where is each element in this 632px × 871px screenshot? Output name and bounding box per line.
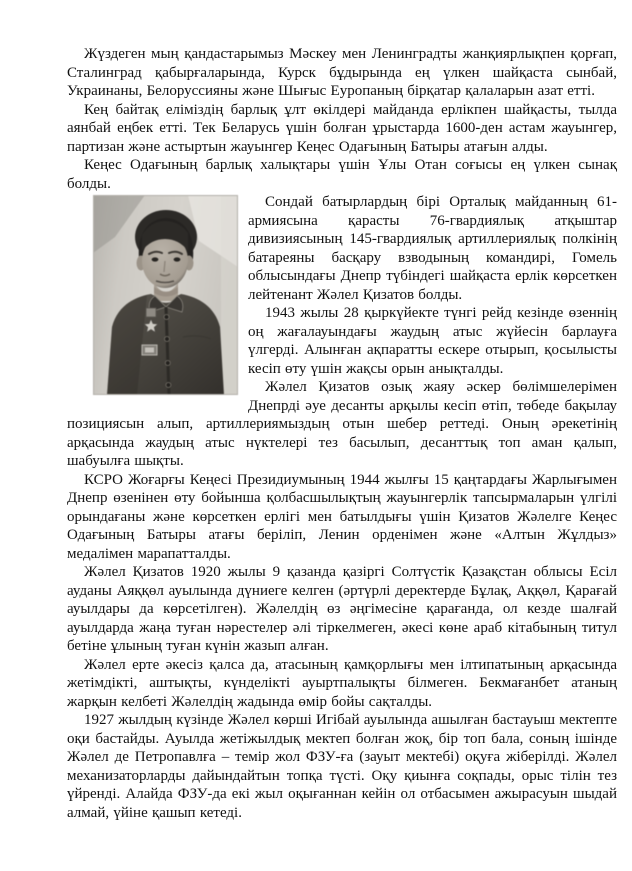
paragraph: Кеңес Одағының барлық халықтары үшін Ұлы Отан соғысы ең үлкен сынақ болды. [67,157,617,192]
portrait-photo [93,195,238,395]
paragraph: Жәлел Қизатов 1920 жылы 9 қазанда қазіргі Солтүстік Қазақстан облысы Есіл ауданы Аяққөл ауылында дүниеге келген (әртүрлі деректерде Бұлақ, Аққөл, Қарағай ауылдары да көрсетілген). Жәлелдің өз әңгімесіне қарағанда, ол кезде шалғай ауылдарда жаңа туған нәрестелер әлі тіркелмеген, әкесі көне араб кітабының титул бетіне ұлының туған күнін жазып алған. [67,564,617,654]
paragraph: 1943 жылы 28 қыркүйекте түнгі рейд кезінде өзеннің оң жағалауындағы жаудың атыс жүйесін барлауға үлгерді. Алынған ақпаратты ескере отырып, қосылысты кесіп өту үшін жақсы орын анықталды. [248,305,617,377]
paragraph: Сондай батырлардың бірі Орталық майданның 61-армиясына қарасты 76-гвардиялық атқыштар дивизиясының 145-гвардиялық артиллериялық полкінің батареяны басқару взводының командирі, Гомель облысындағы Днепр түбіндегі шайқаста ерлік көрсеткен лейтенант Жәлел Қизатов болды. [248,194,617,303]
text-block [67,45,617,822]
paragraph: 1927 жылдың күзінде Жәлел көрші Игібай ауылында ашылған бастауыш мектепте оқи бастайды. Ауылда жетіжылдық мектеп болған жоқ, бір топ бала, соның ішінде Жәлел де Петропавлға – темір жол ФЗУ-ға (зауыт мектебі) оқуға жіберілді. Жәлел механизаторларды дайындайтын топқа түсті. Оқу қиынға соқпады, орыс тілін тез үйренді. Алайда ФЗУ-да екі жыл оқығаннан кейін ол отбасымен ажырасуын шыдай алмай, үйіне қашып кетеді. [67,712,617,821]
paragraph: Жәлел Қизатов озық жаяу әскер бөлімшелерімен Днепрді әуе десанты арқылы кесіп өтіп, төбеде бақылау позициясын алып, артиллериямыздың отын шебер реттеді. Оның әрекетінің арқасында жаудың атыс нүктелері тез басылып, десанттық топ аман қалып, шабуылға шықты. [67,379,617,469]
paragraph: Кең байтақ еліміздің барлық ұлт өкілдері майданда ерлікпен шайқасты, тылда аянбай еңбек етті. Тек Беларусь үшін болған ұрыстарда 1600-ден астам жауынгер, партизан және астыртын жауынгер Кеңес Одағының Батыры атағын алды. [67,101,617,155]
paragraph: Жүздеген мың қандастарымыз Мәскеу мен Ленинградты жанқиярлықпен қорғап, Сталинград қабырғаларында, Курск бұдырында ең үлкен шайқаста сынбай, Украинаны, Белоруссияны және Шығыс Еуропаның бірқатар қалаларын азат етті. [67,46,617,99]
portrait-photo-image [93,195,238,395]
paragraph: Жәлел ерте әкесіз қалса да, атасының қамқорлығы мен ілтипатының арқасында жетімдікті, аштықты, күнделікті ауыртпалықты білмеген. Бекмағанбет атаның жарқын келбеті Жәлелдің жадында өмір бойы сақталды. [67,656,617,710]
paragraph: КСРО Жоғарғы Кеңесі Президиумының 1944 жылғы 15 қаңтардағы Жарлығымен Днепр өзенінен өту бойынша қолбасшылықтың жауынгерлік тапсырмаларын үлгілі орындағаны және көрсеткен ерлігі мен батылдығы үшін Қизатов Жәлелге Кеңес Одағының Батыры атағы беріліп, Ленин орденімен және «Алтын Жұлдыз» медалімен марапатталды. [67,471,617,562]
